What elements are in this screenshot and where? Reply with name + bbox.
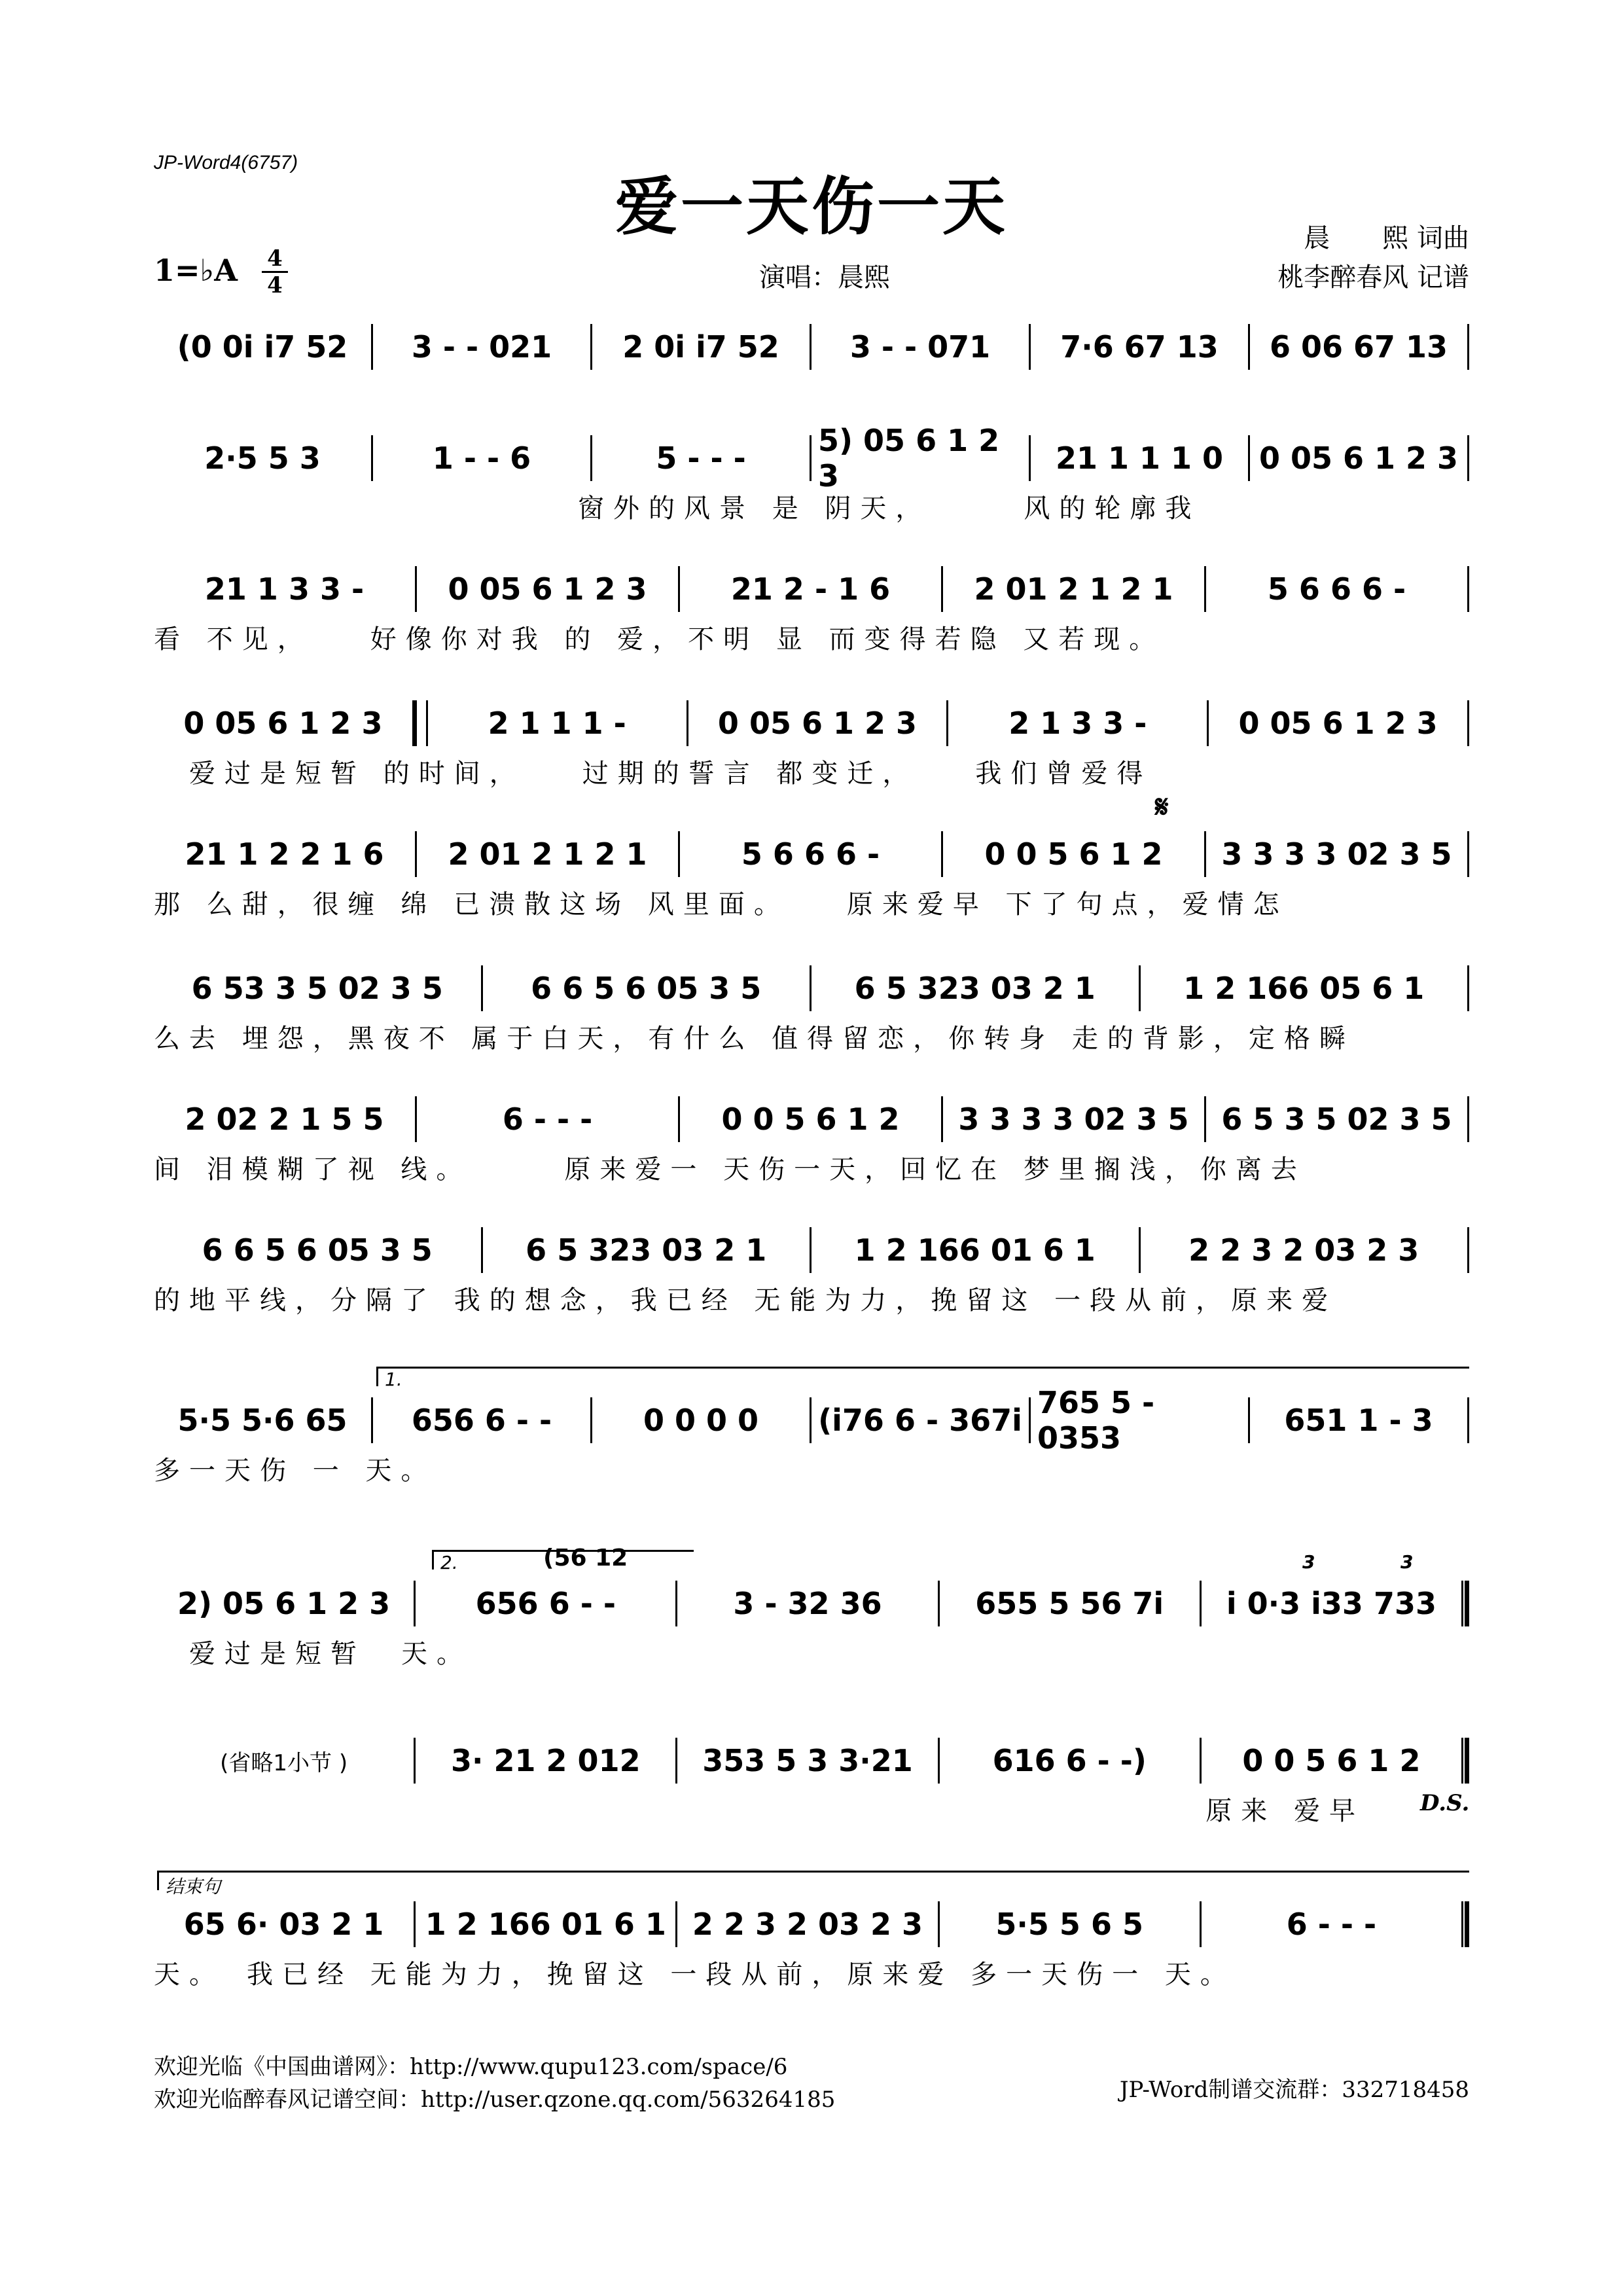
measure-notes: 651 1 - 3	[1284, 1403, 1433, 1438]
measure-notes: 2 01 2 1 2 1	[448, 836, 647, 872]
measure-notes: 7·6 67 13	[1060, 329, 1219, 365]
measure-notes: 2 2 3 2 03 2 3	[692, 1907, 923, 1942]
measure-notes: 5 6 6 6 -	[741, 836, 880, 872]
measure	[154, 965, 481, 1011]
barline	[1467, 1227, 1469, 1273]
footer-group: JP-Word制谱交流群：332718458	[1119, 2077, 1469, 2103]
lyrics-line: 么去 埋怨，黑夜不 属于白天，有什么 值得留恋，你转身 走的背影，定格瞬	[154, 1024, 1355, 1054]
measure	[416, 1738, 675, 1784]
measure-notes: 2) 05 6 1 2 3	[177, 1586, 391, 1621]
staff-row	[154, 423, 1469, 493]
measure-notes: 1 2 166 05 6 1	[1183, 971, 1425, 1006]
lyrics-line: 天。 我已经 无能为力，挽留这 一段从前，原来爱 多一天伤一 天。	[154, 1960, 1236, 1990]
measure	[948, 700, 1207, 746]
measure-notes: 5·5 5·6 65	[177, 1403, 348, 1438]
measure	[940, 1901, 1200, 1947]
measure	[483, 1227, 810, 1273]
measure	[417, 831, 678, 877]
measure-notes: 5 6 6 6 -	[1267, 571, 1406, 607]
measure-notes: 0 05 6 1 2 3	[717, 706, 918, 741]
measure	[417, 1096, 678, 1142]
measure-notes: i 0·3 i33 733	[1226, 1586, 1436, 1621]
measure	[1206, 1096, 1467, 1142]
measure-notes: 6 53 3 5 02 3 5	[191, 971, 443, 1006]
staff-row	[154, 1734, 1469, 1787]
measure-notes: 0 0 5 6 1 2	[721, 1102, 900, 1137]
measure	[677, 1901, 937, 1947]
measure-notes: 21 1 1 1 0	[1055, 440, 1224, 476]
lyrics-line: 原来 爱早	[1205, 1796, 1364, 1826]
staff-row	[154, 1224, 1469, 1276]
barline	[412, 700, 428, 746]
measure	[1141, 965, 1468, 1011]
measure	[1250, 435, 1467, 481]
measure-notes: 2·5 5 3	[204, 440, 321, 476]
measure-notes: 21 1 2 2 1 6	[185, 836, 384, 872]
staff-row	[154, 828, 1469, 880]
staff-row	[154, 563, 1469, 615]
staff-row	[154, 321, 1469, 373]
measure	[680, 566, 941, 612]
lyrics-line: 的地平线，分隔了 我的想念，我已经 无能为力，挽留这 一段从前，原来爱	[154, 1285, 1338, 1316]
measure	[812, 324, 1029, 370]
barline	[1467, 700, 1469, 746]
lyrics-line: 爱过是短暂 的时间， 过期的誓言 都变迁， 我们曾爱得	[154, 759, 1152, 789]
measure	[154, 324, 371, 370]
measure	[373, 435, 590, 481]
measure-notes: 3 3 3 3 02 3 5	[1221, 836, 1452, 872]
measure	[154, 566, 415, 612]
lyrics-line: 爱过是短暂 天。	[154, 1639, 472, 1669]
measure	[416, 1901, 675, 1947]
barline	[1467, 435, 1469, 481]
ds-mark: D.S.	[1420, 1790, 1470, 1816]
footer-link-qzone[interactable]: 欢迎光临醉春风记谱空间：http://user.qzone.qq.com/563264185	[154, 2087, 836, 2113]
measure-notes: 0 0 5 6 1 2	[984, 836, 1163, 872]
measure	[416, 1581, 675, 1626]
measure-notes: 765 5 - 0353	[1037, 1385, 1155, 1456]
measure-notes: 2 02 2 1 5 5	[185, 1102, 384, 1137]
measure	[1250, 324, 1467, 370]
measure-notes: 0 05 6 1 2 3	[1238, 706, 1438, 741]
measure	[812, 1227, 1139, 1273]
measure	[677, 1581, 937, 1626]
measure-notes: 6 - - -	[502, 1102, 593, 1137]
measure-notes: 655 5 56 7i	[975, 1586, 1164, 1621]
lyrics-line: 看 不见， 好像你对我 的 爱，不明 显 而变得若隐 又若现。	[154, 624, 1165, 655]
measure	[154, 1738, 414, 1784]
barline	[1461, 1901, 1469, 1947]
measure-notes: 21 2 - 1 6	[730, 571, 891, 607]
measure-notes: 2 1 3 3 -	[1008, 706, 1147, 741]
staff-row	[154, 1577, 1469, 1630]
measures	[154, 1898, 1469, 1950]
measures	[154, 321, 1469, 373]
measure-notes: 6 - - -	[1286, 1907, 1377, 1942]
lyricist-credit: 晨 熙 词曲	[1304, 223, 1469, 253]
time-denominator: 4	[267, 272, 283, 298]
measure-notes: 3 - 32 36	[733, 1586, 882, 1621]
measure	[1202, 1738, 1461, 1784]
measure	[1202, 1901, 1461, 1947]
barline	[1467, 965, 1469, 1011]
measure	[943, 831, 1204, 877]
measure	[940, 1738, 1200, 1784]
measure-notes: 2 0i i7 52	[622, 329, 779, 365]
measures	[154, 828, 1469, 880]
grace-notes: (56 12	[543, 1545, 628, 1571]
measure-notes: 3 3 3 3 02 3 5	[958, 1102, 1189, 1137]
measure	[592, 324, 810, 370]
measure-notes: 6 06 67 13	[1269, 329, 1448, 365]
segno-mark: 𝄋	[1155, 789, 1169, 825]
measure-notes: 21 1 3 3 -	[204, 571, 365, 607]
measure	[940, 1581, 1200, 1626]
lyrics-line: 窗外的风景 是 阴天， 风的轮廓我	[154, 493, 1201, 524]
measure-notes: 6 6 5 6 05 3 5	[531, 971, 762, 1006]
measure	[373, 324, 590, 370]
barline	[1467, 566, 1469, 612]
measure-notes: 2 2 3 2 03 2 3	[1188, 1232, 1419, 1268]
measures	[154, 1734, 1469, 1787]
barline	[1467, 831, 1469, 877]
measure-notes: (0 0i i7 52	[177, 329, 348, 365]
measure-notes: 353 5 3 3·21	[702, 1743, 913, 1778]
measure	[1031, 324, 1248, 370]
measures	[154, 563, 1469, 615]
measure-notes: 6 5 323 03 2 1	[854, 971, 1096, 1006]
measure-notes: 1 2 166 01 6 1	[425, 1907, 666, 1942]
barline	[1461, 1581, 1469, 1626]
measure	[1031, 1385, 1248, 1456]
measure-notes: 6 5 3 5 02 3 5	[1221, 1102, 1452, 1137]
measure	[1141, 1227, 1468, 1273]
measures	[154, 1577, 1469, 1630]
measure	[154, 1096, 415, 1142]
measure	[154, 1227, 481, 1273]
triplet-mark: 3	[1302, 1551, 1315, 1573]
measure-notes: 5 - - -	[656, 440, 746, 476]
barline	[1467, 1397, 1469, 1443]
measure	[373, 1397, 590, 1443]
lyrics-line: 那 么甜，很缠 绵 已溃散这场 风里面。 原来爱早 下了句点，爱情怎	[154, 889, 1289, 920]
measure-notes: 1 - - 6	[432, 440, 531, 476]
measure-notes: 3 - - 071	[849, 329, 991, 365]
staff-row	[154, 1093, 1469, 1145]
staff-row	[154, 1385, 1469, 1456]
measure-notes: 3 - - 021	[411, 329, 552, 365]
measure	[154, 1581, 414, 1626]
measure	[1031, 435, 1248, 481]
measure-notes: (省略1小节 )	[220, 1749, 348, 1776]
staff-row	[154, 697, 1469, 749]
measure-notes: 2 01 2 1 2 1	[974, 571, 1173, 607]
measure	[943, 1096, 1204, 1142]
volta-bracket: 2.	[432, 1550, 694, 1570]
measure-notes: 0 05 6 1 2 3	[1258, 440, 1459, 476]
measure	[677, 1738, 937, 1784]
measure	[417, 566, 678, 612]
measure	[154, 1901, 414, 1947]
measure	[154, 831, 415, 877]
time-numerator: 4	[267, 245, 283, 272]
measure-notes: 0 05 6 1 2 3	[183, 706, 383, 741]
measure	[1209, 700, 1467, 746]
measures	[154, 697, 1469, 749]
volta-bracket: 1.	[376, 1367, 1469, 1386]
measures	[154, 1224, 1469, 1276]
measure	[1250, 1397, 1467, 1443]
measure	[1202, 1581, 1461, 1626]
footer-link-qupu[interactable]: 欢迎光临《中国曲谱网》：http://www.qupu123.com/space/6	[154, 2054, 788, 2080]
measure-notes: (i76 6 - 367i	[818, 1403, 1022, 1438]
measure	[680, 1096, 941, 1142]
measure-notes: 3· 21 2 012	[451, 1743, 641, 1778]
measure	[483, 965, 810, 1011]
measure	[428, 700, 687, 746]
measure-notes: 1 2 166 01 6 1	[854, 1232, 1096, 1268]
singer: 演唱：晨熙	[759, 262, 890, 293]
measure	[592, 1397, 810, 1443]
barline	[1461, 1738, 1469, 1784]
barline	[1467, 324, 1469, 370]
measure	[812, 423, 1029, 493]
staff-row	[154, 962, 1469, 1014]
measure-notes: 2 1 1 1 -	[488, 706, 626, 741]
measure-notes: 616 6 - -)	[992, 1743, 1147, 1778]
measure	[592, 435, 810, 481]
measure	[688, 700, 947, 746]
measure-notes: 5) 05 6 1 2 3	[818, 423, 1000, 493]
lyrics-line: 间 泪模糊了视 线。 原来爱一 天伤一天，回忆在 梦里搁浅，你离去	[154, 1155, 1306, 1185]
measure-notes: 65 6· 03 2 1	[183, 1907, 384, 1942]
measures	[154, 423, 1469, 493]
measure-notes: 0 0 0 0	[643, 1403, 759, 1438]
measure-notes: 656 6 - -	[411, 1403, 552, 1438]
software-label: JP-Word4(6757)	[154, 152, 298, 173]
measure-notes: 6 6 5 6 05 3 5	[202, 1232, 433, 1268]
measure	[1206, 566, 1467, 612]
measure-notes: 5·5 5 6 5	[995, 1907, 1143, 1942]
song-title: 爱一天伤一天	[615, 170, 1008, 243]
barline	[1467, 1096, 1469, 1142]
measure-notes: 0 05 6 1 2 3	[448, 571, 647, 607]
measure	[812, 1397, 1029, 1443]
measure-notes: 656 6 - -	[475, 1586, 616, 1621]
measure	[154, 700, 412, 746]
ending-label: 结束句	[157, 1871, 1469, 1890]
measure-notes: 6 5 323 03 2 1	[526, 1232, 767, 1268]
lyrics-line: 多一天伤 一 天。	[154, 1456, 437, 1486]
staff-row	[154, 1898, 1469, 1950]
measure	[154, 435, 371, 481]
measure	[154, 1397, 371, 1443]
transcriber-credit: 桃李醉春风 记谱	[1277, 262, 1469, 293]
measures	[154, 1385, 1469, 1456]
measure	[1206, 831, 1467, 877]
measure-notes: 0 0 5 6 1 2	[1242, 1743, 1421, 1778]
key-signature: 1=♭A	[154, 253, 238, 288]
measures	[154, 962, 1469, 1014]
measures	[154, 1093, 1469, 1145]
triplet-mark: 3	[1400, 1551, 1414, 1573]
measure	[680, 831, 941, 877]
measure	[943, 566, 1204, 612]
measure	[812, 965, 1139, 1011]
